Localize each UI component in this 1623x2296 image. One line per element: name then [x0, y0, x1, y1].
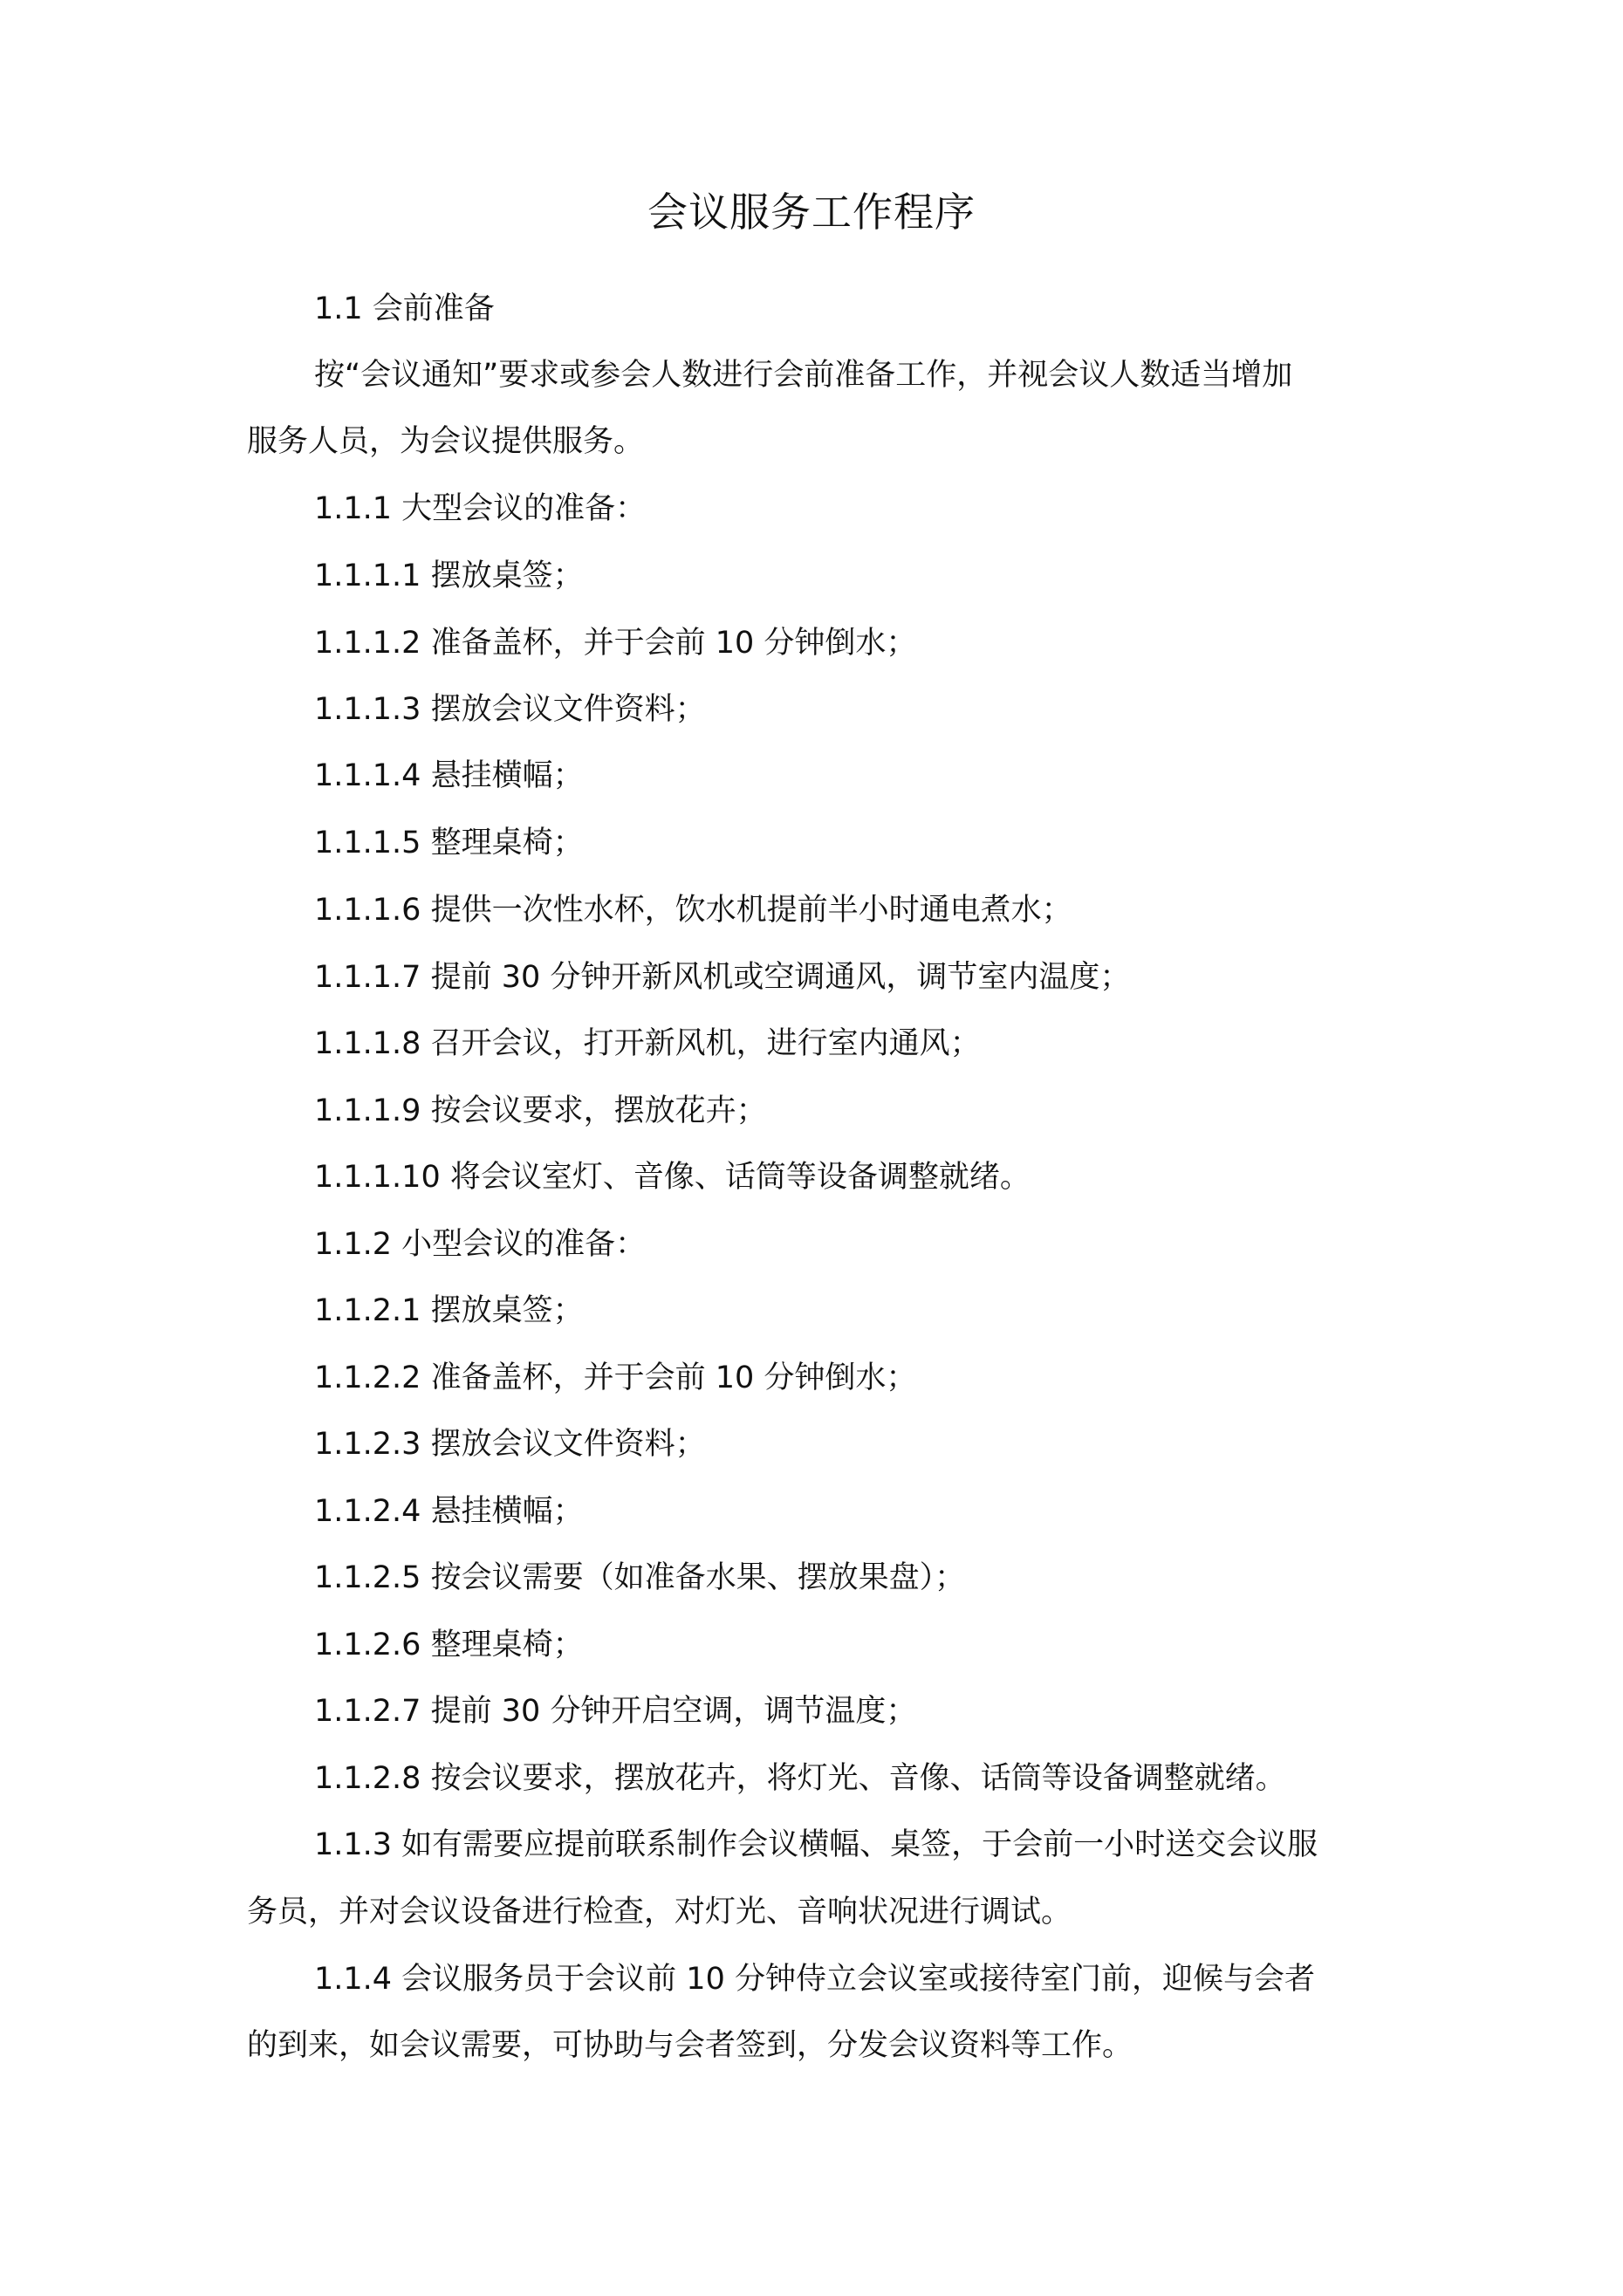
list-item: 1.1.2.3 摆放会议文件资料； — [314, 1427, 706, 1462]
list-item: 1.1.1.8 召开会议，打开新风机，进行室内通风； — [314, 1026, 981, 1061]
paragraph-line: 按“会议通知”要求或参会人数进行会前准备工作，并视会议人数适当增加 — [314, 358, 1293, 393]
paragraph-line: 1.1.3 如有需要应提前联系制作会议横幅、桌签，于会前一小时送交会议服 — [314, 1827, 1318, 1862]
paragraph-line: 务员，并对会议设备进行检查，对灯光、音响状况进行调试。 — [247, 1895, 1072, 1929]
paragraph-line: 1.1.4 会议服务员于会议前 10 分钟侍立会议室或接待室门前，迎候与会者 — [314, 1962, 1315, 1997]
list-item: 1.1.2.1 摆放桌签； — [314, 1293, 584, 1328]
list-item: 1.1.2.6 整理桌椅； — [314, 1628, 584, 1662]
section-heading-1-1-1: 1.1.1 大型会议的准备： — [314, 491, 647, 526]
paragraph-line: 的到来，如会议需要，可协助与会者签到，分发会议资料等工作。 — [247, 2028, 1133, 2063]
list-item: 1.1.1.5 整理桌椅； — [314, 826, 584, 860]
list-item: 1.1.2.4 悬挂横幅； — [314, 1494, 584, 1529]
list-item: 1.1.2.8 按会议要求，摆放花卉，将灯光、音像、话筒等设备调整就绪。 — [314, 1761, 1286, 1796]
list-item: 1.1.1.9 按会议要求，摆放花卉； — [314, 1093, 767, 1128]
section-heading-1-1: 1.1 会前准备 — [314, 291, 495, 326]
list-item: 1.1.2.5 按会议需要（如准备水果、摆放果盘）； — [314, 1560, 966, 1595]
list-item: 1.1.2.7 提前 30 分钟开启空调，调节温度； — [314, 1694, 917, 1729]
list-item: 1.1.1.3 摆放会议文件资料； — [314, 692, 706, 727]
list-item: 1.1.1.4 悬挂横幅； — [314, 758, 584, 793]
list-item: 1.1.1.6 提供一次性水杯，饮水机提前半小时通电煮水； — [314, 893, 1072, 928]
paragraph-line: 服务人员，为会议提供服务。 — [247, 424, 645, 459]
document-title: 会议服务工作程序 — [647, 188, 976, 236]
list-item: 1.1.2.2 准备盖杯，并于会前 10 分钟倒水； — [314, 1360, 917, 1395]
list-item: 1.1.1.10 将会议室灯、音像、话筒等设备调整就绪。 — [314, 1160, 1031, 1195]
list-item: 1.1.1.7 提前 30 分钟开新风机或空调通风，调节室内温度； — [314, 960, 1131, 995]
list-item: 1.1.1.1 摆放桌签； — [314, 559, 584, 593]
section-heading-1-1-2: 1.1.2 小型会议的准备： — [314, 1227, 647, 1262]
list-item: 1.1.1.2 准备盖杯，并于会前 10 分钟倒水； — [314, 626, 917, 661]
